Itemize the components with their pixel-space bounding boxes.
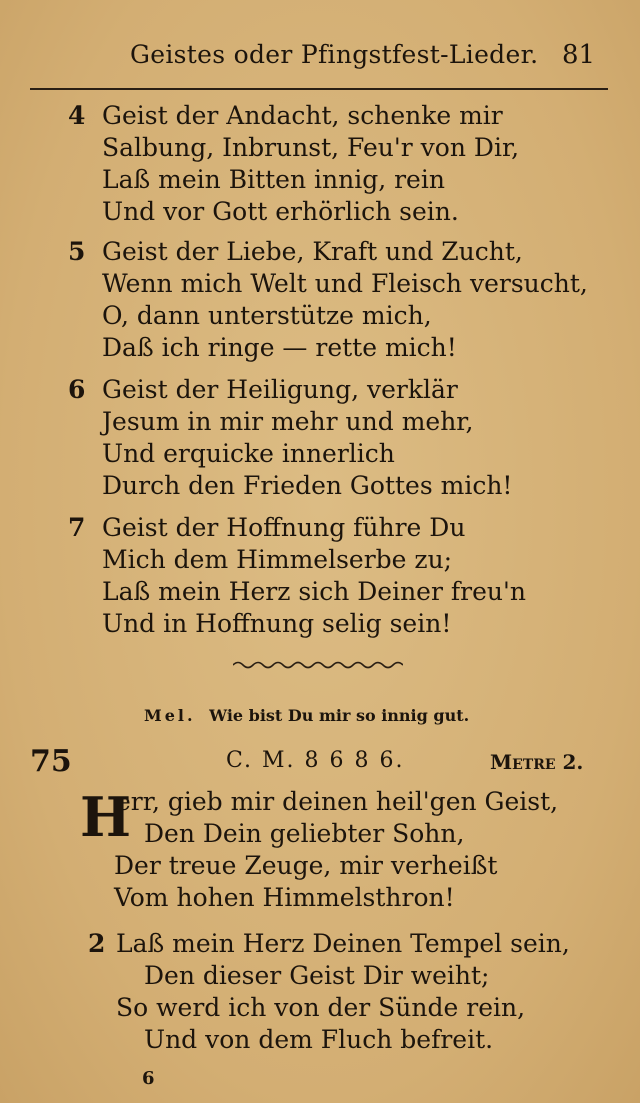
verse-line: Laß mein Herz sich Deiner freu'n bbox=[102, 577, 526, 606]
verse-line: Durch den Frieden Gottes mich! bbox=[102, 471, 513, 500]
stanza-line: Der treue Zeuge, mir verheißt bbox=[114, 851, 498, 880]
hymn-number: 75 bbox=[30, 744, 72, 779]
hymn-meter: C. M. 8 6 8 6. bbox=[226, 748, 405, 773]
verse-number: 2 bbox=[88, 929, 106, 958]
verse-number: 4 bbox=[68, 101, 86, 130]
drop-cap: H bbox=[80, 785, 132, 849]
metre-reference: Metre 2. bbox=[490, 750, 584, 774]
running-head: Geistes oder Pfingstfest-Lieder. bbox=[130, 40, 539, 69]
verse-line: Geist der Liebe, Kraft und Zucht, bbox=[102, 237, 523, 266]
verse-line: Geist der Heiligung, verklär bbox=[102, 375, 458, 404]
hymn-stanza-2 bbox=[88, 928, 570, 1056]
stanza-line: So werd ich von der Sünde rein, bbox=[116, 993, 526, 1022]
melody-label: Mel. bbox=[144, 706, 196, 725]
verse-number: 6 bbox=[68, 375, 86, 404]
stanza-line: Laß mein Herz Deinen Tempel sein, bbox=[116, 929, 570, 958]
verse-line: Jesum in mir mehr und mehr, bbox=[102, 407, 474, 436]
stanza-line: Den dieser Geist Dir weiht; bbox=[144, 961, 490, 990]
melody-line bbox=[144, 706, 469, 725]
hymn-stanza-1 bbox=[80, 786, 558, 914]
verse-line: Wenn mich Welt und Fleisch versucht, bbox=[102, 269, 588, 298]
verse-7 bbox=[68, 512, 526, 640]
stanza-line: Und von dem Fluch befreit. bbox=[144, 1025, 494, 1054]
verse-line: O, dann unterstütze mich, bbox=[102, 301, 432, 330]
verse-line: Salbung, Inbrunst, Feu'r von Dir, bbox=[102, 133, 520, 162]
ornamental-divider bbox=[233, 658, 403, 672]
verse-line: Laß mein Bitten innig, rein bbox=[102, 165, 445, 194]
verse-number: 7 bbox=[68, 513, 86, 542]
melody-tune: Wie bist Du mir so innig gut. bbox=[209, 706, 470, 725]
verse-line: Und vor Gott erhörlich sein. bbox=[102, 197, 459, 226]
verse-number: 5 bbox=[68, 237, 86, 266]
verse-line: Geist der Hoffnung führe Du bbox=[102, 513, 466, 542]
stanza-line: Den Dein geliebter Sohn, bbox=[144, 819, 465, 848]
verse-line: Und erquicke innerlich bbox=[102, 439, 395, 468]
stanza-line: err, gieb mir deinen heil'gen Geist, bbox=[116, 787, 559, 816]
verse-line: Daß ich ringe — rette mich! bbox=[102, 333, 457, 362]
verse-6 bbox=[68, 374, 512, 502]
verse-4 bbox=[68, 100, 519, 228]
header-rule bbox=[30, 88, 608, 90]
page-number: 81 bbox=[562, 40, 596, 70]
verse-line: Mich dem Himmelserbe zu; bbox=[102, 545, 453, 574]
verse-5 bbox=[68, 236, 588, 364]
stanza-line: Vom hohen Himmelsthron! bbox=[114, 883, 455, 912]
signature-mark: 6 bbox=[142, 1068, 155, 1089]
verse-line: Geist der Andacht, schenke mir bbox=[102, 101, 503, 130]
verse-line: Und in Hoffnung selig sein! bbox=[102, 609, 452, 638]
